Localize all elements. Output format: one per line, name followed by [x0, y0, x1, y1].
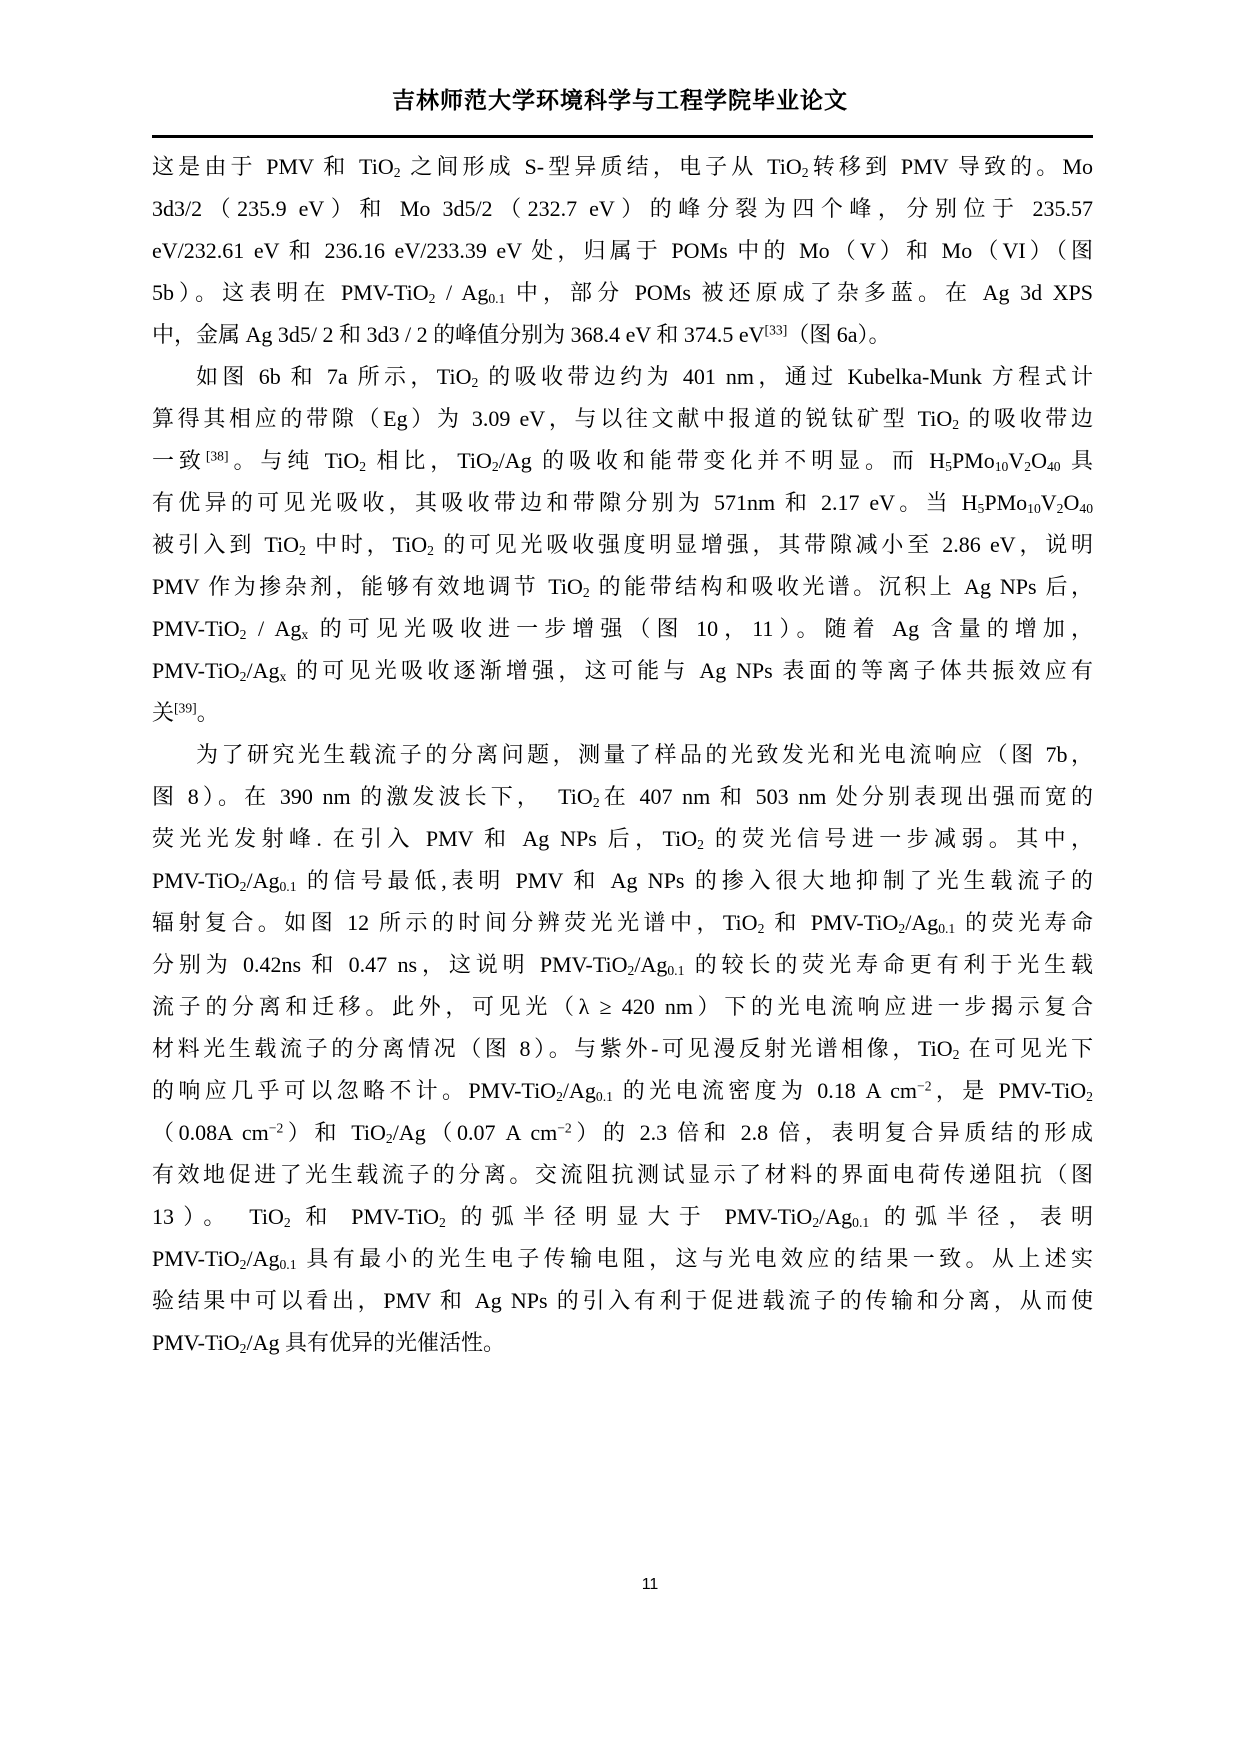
text-line: 有优异的可见光吸收，其吸收带边和带隙分别为 571nm 和 2.17 eV。当 $H_5PMo_{10}V_2O_{40}$ [152, 490, 1093, 516]
text-line: eV/232.61 eV 和 236.16 eV/233.39 eV 处，归属于 POMs 中的 Mo（V）和 Mo（VI）（图 [152, 238, 1093, 263]
text-line: 算得其相应的带隙（Eg）为 3.09 eV，与以往文献中报道的锐钛矿型 TiO$_2$ 的吸收带边 [152, 406, 1093, 432]
text-line: 5b）。这表明在 $PMV-TiO_2 / Ag_{0.1}$ 中，部分 POMs 被还原成了杂多蓝。在 Ag 3d XPS [152, 280, 1093, 306]
text-line: 流子的分离和迁移。此外，可见光（λ ≥ 420 nm）下的光电流响应进一步揭示复合 [152, 994, 1093, 1019]
page-number: 11 [641, 1576, 659, 1593]
text-line: 13）。 TiO$_2$ 和 PMV-TiO$_2$ 的弧半径明显大于 PMV-$TiO_2/Ag_{0.1}$ 的弧半径，表明 [152, 1204, 1093, 1230]
text-line: （0.08A $cm^{-2}$）和 TiO$_2$/Ag（0.07 A $cm^{-2}$）的 2.3 倍和 2.8 倍，表明复合异质结的形成 [152, 1120, 1093, 1146]
text-line: PMV-$TiO_2/Ag_x$ 的可见光吸收逐渐增强，这可能与 Ag NPs 表面的等离子体共振效应有 [152, 658, 1093, 684]
text-line: 这是由于 PMV 和 TiO$_2$ 之间形成 S-型异质结，电子从 TiO$_2$转移到 PMV 导致的。Mo [152, 154, 1094, 180]
text-line: 验结果中可以看出，PMV 和 Ag NPs 的引入有利于促进载流子的传输和分离，从而使 [152, 1288, 1093, 1313]
text-line: 有效地促进了光生载流子的分离。交流阻抗测试显示了材料的界面电荷传递阻抗（图 [152, 1162, 1093, 1187]
text-line: 为了研究光生载流子的分离问题，测量了样品的光致发光和光电流响应（图 7b， [196, 742, 1093, 767]
text-line: PMV-$TiO_2/Ag_{0.1}$ 具有最小的光生电子传输电阻，这与光电效应的结果一致。从上述实 [152, 1246, 1093, 1272]
page-header-title: 吉林师范大学环境科学与工程学院毕业论文 [392, 87, 848, 113]
text-line: 辐射复合。如图 12 所示的时间分辨荧光光谱中，TiO$_2$ 和 PMV-$TiO_2/Ag_{0.1}$ 的荧光寿命 [152, 910, 1093, 936]
text-line: 分别为 0.42ns 和 0.47 ns，这说明 PMV-$TiO_2/Ag_{0.1}$ 的较长的荧光寿命更有利于光生载 [152, 952, 1093, 978]
text-line: 材料光生载流子的分离情况（图 8）。与紫外-可见漫反射光谱相像，TiO$_2$ 在可见光下 [152, 1036, 1093, 1062]
text-line: 一致[38]。与纯 TiO$_2$ 相比，TiO$_2$/Ag 的吸收和能带变化并不明显。而 $H_5PMo_{10}V_2O_{40}$ 具 [152, 448, 1093, 474]
text-line: 图 8）。在 390 nm 的激发波长下， TiO$_2$在 407 nm 和 503 nm 处分别表现出强而宽的 [152, 784, 1093, 810]
text-line: 如图 6b 和 7a 所示，TiO$_2$ 的吸收带边约为 401 nm，通过 Kubelka-Munk 方程式计 [196, 364, 1094, 390]
text-line: PMV-TiO$_2$/Ag 具有优异的光催活性。 [152, 1330, 505, 1356]
text-line: 的响应几乎可以忽略不计。PMV-$TiO_2/Ag_{0.1}$ 的光电流密度为 0.18 A $cm^{-2}$，是 PMV-TiO$_2$ [152, 1078, 1093, 1104]
text-line: 关[39]。 [152, 700, 219, 725]
text-line: PMV 作为掺杂剂，能够有效地调节 TiO$_2$ 的能带结构和吸收光谱。沉积上 Ag NPs 后， [152, 574, 1094, 600]
body-text [152, 146, 1093, 1364]
text-line: 被引入到 TiO$_2$ 中时，TiO$_2$ 的可见光吸收强度明显增强，其带隙减小至 2.86 eV，说明 [152, 532, 1094, 558]
header-rule [152, 135, 1093, 138]
text-line: 荧光光发射峰. 在引入 PMV 和 Ag NPs 后，TiO$_2$ 的荧光信号进一步减弱。其中， [152, 826, 1093, 852]
text-line: PMV-$TiO_2/Ag_{0.1}$ 的信号最低,表明 PMV 和 Ag NPs 的掺入很大地抑制了光生载流子的 [152, 868, 1093, 894]
text-line: 3d3/2（235.9 eV）和 Mo 3d5/2（232.7 eV）的峰分裂为四个峰，分别位于 235.57 [152, 196, 1093, 221]
text-line: 中，金属 Ag 3d5/ 2 和 3d3 / 2 的峰值分别为 368.4 eV 和 374.5 eV[33]（图 6a）。 [152, 322, 891, 347]
text-line: $PMV-TiO_2 / Ag_x$ 的可见光吸收进一步增强（图 10，11）。随着 Ag 含量的增加， [152, 616, 1093, 642]
